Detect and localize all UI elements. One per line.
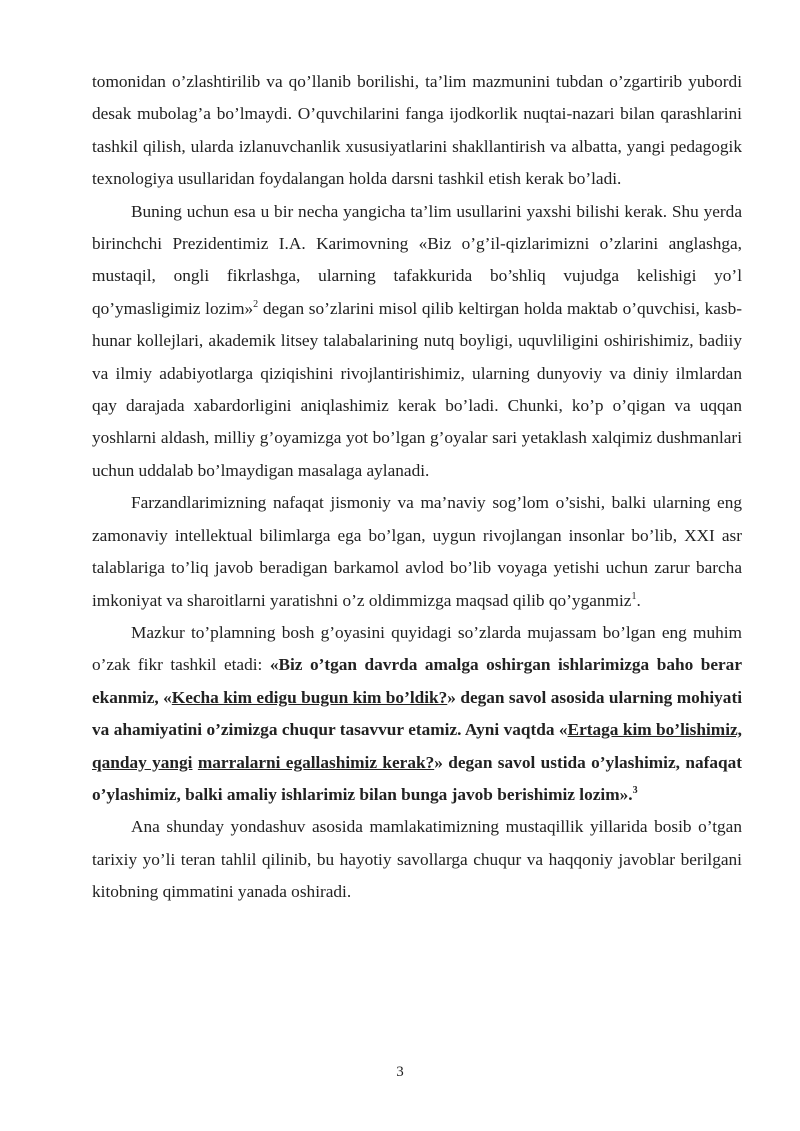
footnote-ref-1: 1 [631, 590, 637, 602]
paragraph-2-text-a: Buning uchun esa u bir necha yangicha ta’lim usullarini yaxshi bilishi kerak. Shu yerda birinchchi Prezidentimiz I.A. Karimovning «Biz o’g’il-qizlarimizni o’zlarini anglashga, mustaqil, ongli fikrlashga, ularning tafakkurida bo’shliq vujudga kelishigi yo’l qo’ymasligimiz lozim» [92, 201, 742, 318]
paragraph-3-end: . [636, 590, 641, 610]
quote-question-2a: Ertaga kim bo’lishimiz, qanday yangi [92, 720, 742, 772]
paragraph-2 [92, 196, 742, 488]
quote-question-2b: marralarni egallashimiz kerak? [197, 752, 435, 772]
paragraph-1-text: tomonidan o’zlashtirilib va qo’llanib borilishi, ta’lim mazmunini tubdan o’zgartirib yubordi desak mubolag’a bo’lmaydi. O’quvchilarini fanga ijodkorlik nuqtai-nazari bilan qarashlarini tashkil qilish, ularda izlanuvchanlik xususiyatlarini shakllantirish va albatta, yangi pedagogik texnologiya usullaridan foydalangan holda darsni tashkil etish kerak bo’ladi. [92, 72, 742, 189]
paragraph-2-text-b: degan so’zlarini misol qilib keltirgan holda maktab o’quvchisi, kasb-hunar kollejlari, akademik litsey talabalarining nutq boyligi, uquvliligini oshirishimiz, badiiy va ilmiy adabiyotlarga qiziqishini rivojlantirishimiz, ularning dunyoviy va diniy ilmlardan qay darajada xabardorligini aniqlashimiz kerak bo’ladi. Chunki, ko’p o’qigan va uqqan yoshlarni aldash, milliy g’oyamizga yot bo’lgan g’oyalar sari yetaklash xalqimiz dushmanlari uchun uddalab bo’lmaydigan masalaga aylanadi. [92, 298, 742, 480]
paragraph-3-text: Farzandlarimizning nafaqat jismoniy va ma’naviy sog’lom o’sishi, balki ularning eng zamonaviy intellektual bilimlarga ega bo’lgan, uygun rivojlangan insonlar bo’lib, XXI asr talablariga to’liq javob beradigan barkamol avlod bo’lib voyaga yetishi uchun zarur barcha imkoniyat va sharoitlarni yaratishni o’z oldimmizga maqsad qilib qo’yganmiz [92, 493, 742, 610]
paragraph-4-text: Mazkur to’plamning bosh g’oyasini quyidagi so’zlarda mujassam bo’lgan eng muhim o’zak fikr tashkil etadi: [92, 622, 742, 675]
quote-bold-1: «Biz o’tgan davrda amalga oshirgan ishlarimizga baho berar ekanmiz, « [92, 655, 742, 707]
paragraph-4 [92, 617, 742, 811]
quote-bold-2: » degan savol asosida ularning mohiyati va ahamiyatini o’zimizga chuqur tasavvur etamiz. Ayni vaqtda « [92, 687, 742, 740]
footnote-ref-3: 3 [632, 785, 638, 797]
paragraph-1 [92, 66, 742, 196]
paragraph-3 [92, 487, 742, 617]
footnote-ref-2: 2 [253, 299, 259, 311]
paragraph-5-text: Ana shunday yondashuv asosida mamlakatimizning mustaqillik yillarida bosib o’tgan tarixiy yo’li teran tahlil qilinib, bu hayotiy savollarga chuqur va haqqoniy javoblar berilgani kitobning qimmatini yanada oshiradi. [92, 817, 742, 902]
paragraph-5 [92, 811, 742, 908]
quote-bold-3: » degan savol ustida o’ylashimiz, nafaqat o’ylashimiz, balki amaliy ishlarimiz bilan bunga javob berishimiz lozim». [92, 752, 743, 804]
page-number: 3 [396, 1064, 404, 1080]
quote-question-1: Kecha kim edigu bugun kim bo’ldik? [171, 687, 448, 707]
body-text [92, 66, 742, 909]
